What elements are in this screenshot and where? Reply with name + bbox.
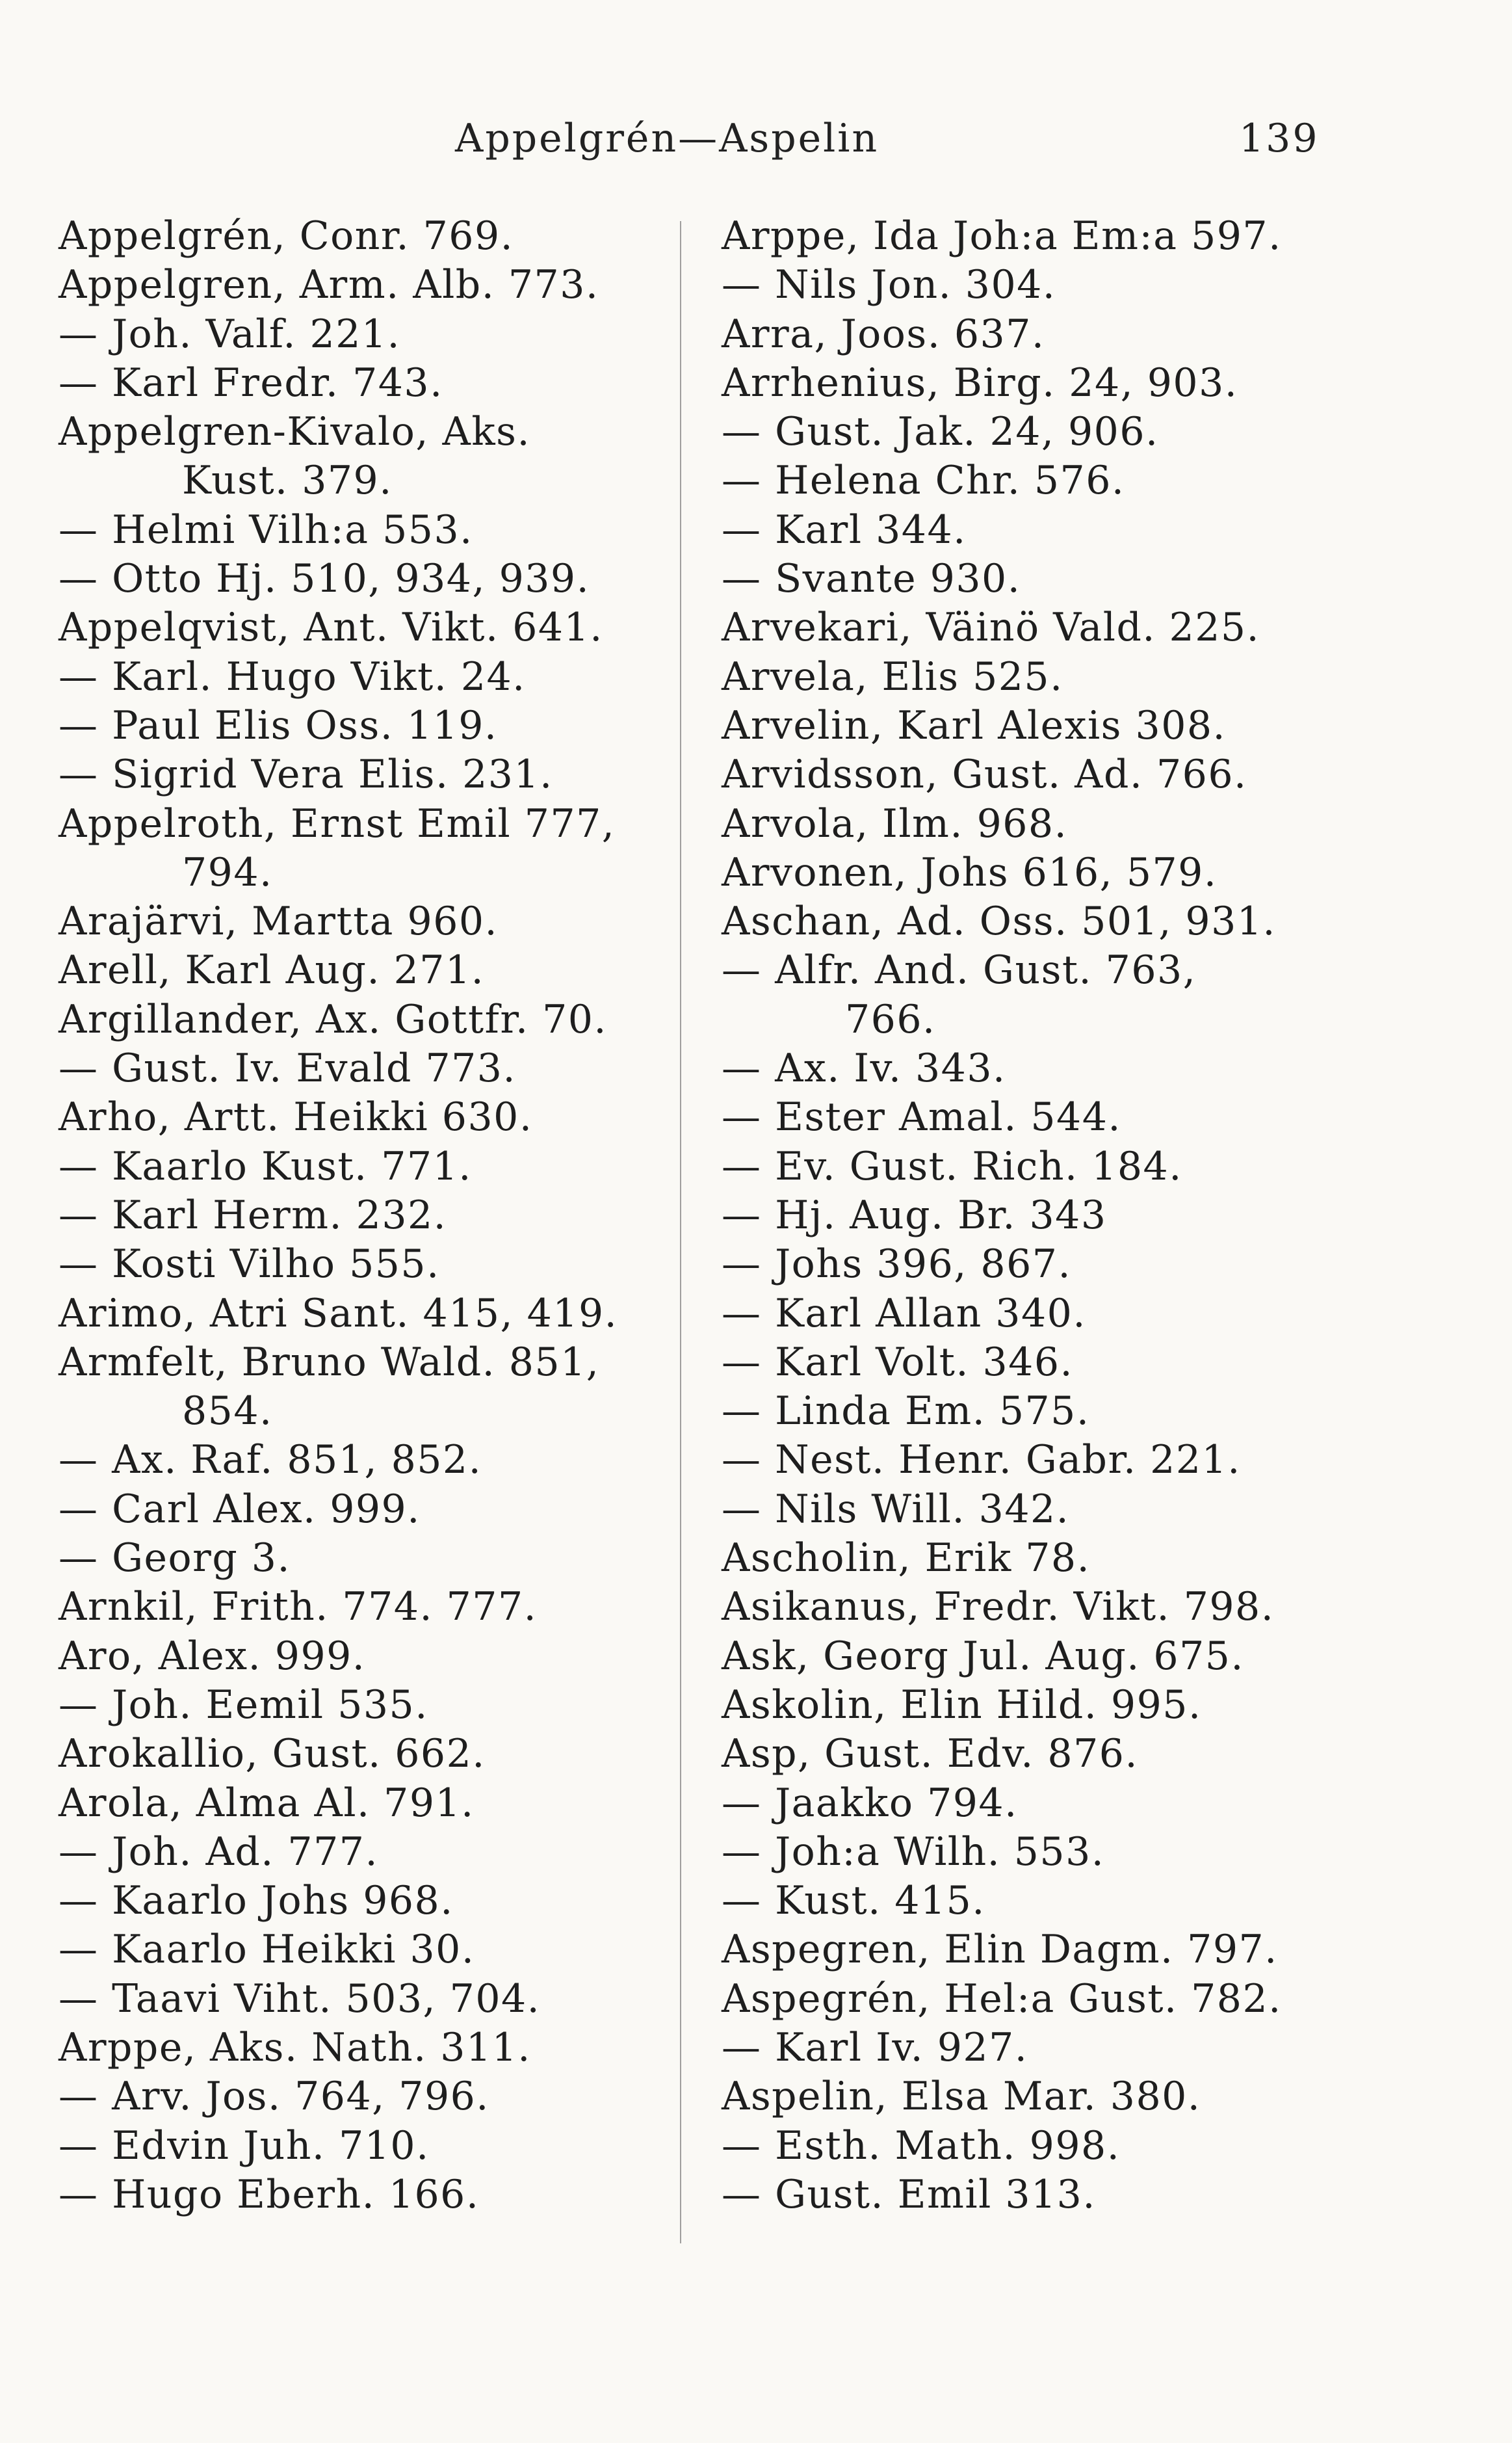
index-entry: — Kaarlo Heikki 30.: [59, 1927, 475, 1973]
index-entry: — Kosti Vilho 555.: [59, 1241, 440, 1288]
index-entry: Asp, Gust. Edv. 876.: [722, 1731, 1139, 1777]
index-entry: — Helena Chr. 576.: [722, 458, 1125, 504]
index-entry: 854.: [182, 1388, 273, 1434]
index-entry: — Paul Elis Oss. 119.: [59, 702, 498, 748]
index-entry: — Ester Amal. 544.: [722, 1094, 1121, 1141]
index-entry: — Joh. Eemil 535.: [59, 1682, 428, 1728]
index-entry: — Johs 396, 867.: [722, 1241, 1072, 1288]
right-column: [722, 212, 1346, 2219]
index-entry: Arnkil, Frith. 774. 777.: [59, 1584, 538, 1630]
index-entry: — Sigrid Vera Elis. 231.: [59, 752, 553, 798]
index-entry: Appelroth, Ernst Emil 777,: [59, 800, 616, 847]
page-number: 139: [1239, 116, 1320, 161]
index-entry: — Karl Herm. 232.: [59, 1192, 447, 1238]
index-entry: — Nest. Henr. Gabr. 221.: [722, 1437, 1241, 1483]
index-entry: — Hugo Eberh. 166.: [59, 2171, 480, 2217]
index-entry: 766.: [845, 996, 936, 1042]
index-entry: — Ax. Iv. 343.: [722, 1046, 1006, 1092]
index-entry: Aspegren, Elin Dagm. 797.: [722, 1927, 1278, 1973]
index-entry: — Kust. 415.: [722, 1878, 985, 1924]
index-entry: — Karl Allan 340.: [722, 1290, 1086, 1336]
index-entry: Appelqvist, Ant. Vikt. 641.: [59, 605, 603, 651]
index-entry: Arvola, Ilm. 968.: [722, 800, 1068, 847]
index-entry: — Joh. Valf. 221.: [59, 311, 401, 357]
index-entry: Ask, Georg Jul. Aug. 675.: [722, 1633, 1244, 1679]
index-entry: — Ax. Raf. 851, 852.: [59, 1437, 482, 1483]
index-entry: — Ev. Gust. Rich. 184.: [722, 1143, 1182, 1189]
index-entry: — Karl. Hugo Vikt. 24.: [59, 654, 526, 700]
index-entry: Arho, Artt. Heikki 630.: [59, 1094, 533, 1141]
index-entry: Aro, Alex. 999.: [59, 1633, 366, 1679]
index-entry: Kust. 379.: [182, 458, 393, 504]
index-entry: — Joh. Ad. 777.: [59, 1829, 379, 1875]
index-entry: Aspegrén, Hel:a Gust. 782.: [722, 1975, 1282, 2022]
index-entry: — Otto Hj. 510, 934, 939.: [59, 556, 590, 602]
index-entry: Arvidsson, Gust. Ad. 766.: [722, 752, 1247, 798]
index-entry: Arvonen, Johs 616, 579.: [722, 849, 1218, 895]
index-entry: Ascholin, Erik 78.: [722, 1535, 1091, 1581]
index-entry: — Gust. Iv. Evald 773.: [59, 1046, 517, 1092]
index-entry: — Esth. Math. 998.: [722, 2122, 1121, 2169]
index-entry: Askolin, Elin Hild. 995.: [722, 1682, 1202, 1728]
index-entry: Arvelin, Karl Alexis 308.: [722, 702, 1227, 748]
index-entry: — Joh:a Wilh. 553.: [722, 1829, 1105, 1875]
index-entry: Appelgrén, Conr. 769.: [59, 213, 514, 259]
index-entry: — Svante 930.: [722, 556, 1021, 602]
index-entry: Appelgren, Arm. Alb. 773.: [59, 262, 599, 308]
index-entry: — Alfr. And. Gust. 763,: [722, 947, 1197, 994]
index-entry: Asikanus, Fredr. Vikt. 798.: [722, 1584, 1275, 1630]
index-entry: Arimo, Atri Sant. 415, 419.: [59, 1290, 618, 1336]
column-divider: [680, 221, 681, 2243]
index-entry: Arajärvi, Martta 960.: [59, 899, 499, 945]
index-entry: 794.: [182, 849, 273, 895]
index-entry: — Arv. Jos. 764, 796.: [59, 2074, 489, 2120]
index-entry: Argillander, Ax. Gottfr. 70.: [59, 996, 608, 1042]
index-entry: — Georg 3.: [59, 1535, 291, 1581]
index-entry: — Carl Alex. 999.: [59, 1486, 421, 1532]
index-entry: Aschan, Ad. Oss. 501, 931.: [722, 899, 1276, 945]
index-entry: Arola, Alma Al. 791.: [59, 1780, 475, 1826]
running-head: Appelgrén—Aspelin: [455, 116, 880, 161]
index-entry: Arokallio, Gust. 662.: [59, 1731, 486, 1777]
index-entry: Aspelin, Elsa Mar. 380.: [722, 2074, 1201, 2120]
index-entry: — Kaarlo Johs 968.: [59, 1878, 454, 1924]
index-entry: Appelgren-Kivalo, Aks.: [59, 409, 531, 455]
index-entry: — Karl Volt. 346.: [722, 1339, 1074, 1385]
index-entry: — Linda Em. 575.: [722, 1388, 1090, 1434]
index-entry: — Edvin Juh. 710.: [59, 2122, 430, 2169]
index-entry: Arell, Karl Aug. 271.: [59, 947, 485, 994]
index-entry: Arrhenius, Birg. 24, 903.: [722, 360, 1238, 406]
index-entry: — Kaarlo Kust. 771.: [59, 1143, 472, 1189]
index-entry: — Karl Iv. 927.: [722, 2024, 1028, 2070]
index-entry: — Nils Jon. 304.: [722, 262, 1056, 308]
index-entry: — Taavi Viht. 503, 704.: [59, 1975, 541, 2022]
index-entry: — Karl Fredr. 743.: [59, 360, 443, 406]
index-entry: — Jaakko 794.: [722, 1780, 1018, 1826]
index-entry: Arvela, Elis 525.: [722, 654, 1063, 700]
index-entry: — Gust. Jak. 24, 906.: [722, 409, 1159, 455]
page-header: [0, 116, 1512, 174]
index-entry: Arppe, Aks. Nath. 311.: [59, 2024, 531, 2070]
index-entry: Arppe, Ida Joh:a Em:a 597.: [722, 213, 1282, 259]
index-entry: Armfelt, Bruno Wald. 851,: [59, 1339, 600, 1385]
index-entry: — Nils Will. 342.: [722, 1486, 1070, 1532]
index-entry: — Karl 344.: [722, 507, 967, 553]
index-entry: Arvekari, Väinö Vald. 225.: [722, 605, 1260, 651]
index-entry: — Gust. Emil 313.: [722, 2171, 1096, 2217]
index-entry: Arra, Joos. 637.: [722, 311, 1045, 357]
index-entry: — Helmi Vilh:a 553.: [59, 507, 473, 553]
left-column: [59, 212, 683, 2219]
index-entry: — Hj. Aug. Br. 343: [722, 1192, 1107, 1238]
